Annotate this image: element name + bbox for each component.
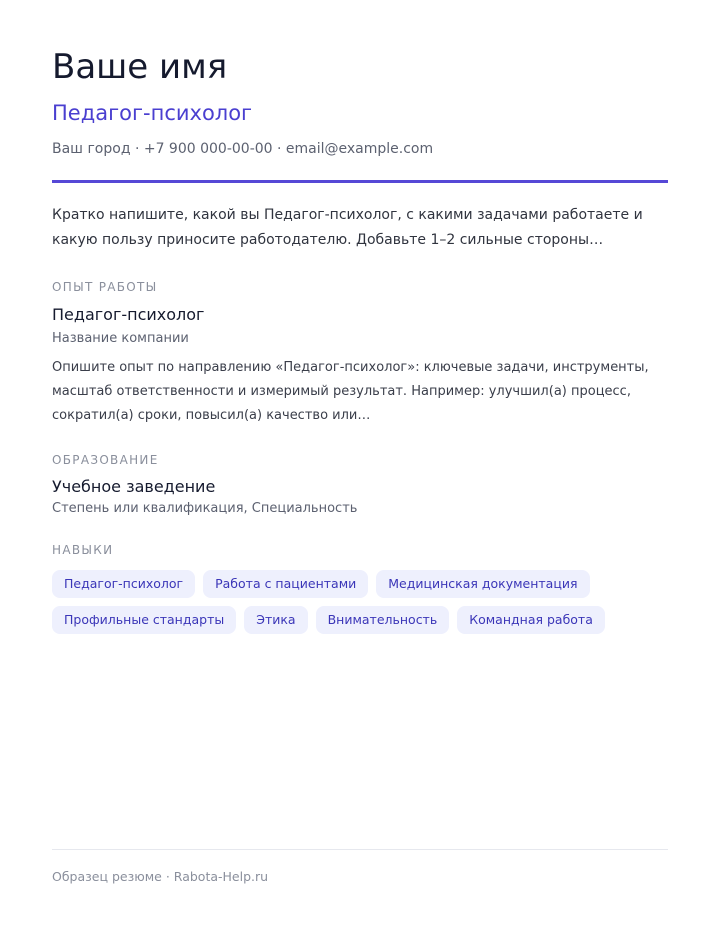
skills-row (52, 606, 668, 634)
skills-row (52, 570, 668, 598)
skill-chip: Этика (244, 606, 307, 634)
degree-text: Степень или квалификация, Специальность (52, 501, 358, 516)
footer-divider (52, 849, 668, 850)
summary-text: Кратко напишите, какой вы Педагог-психолог, с какими задачами работаете и какую пользу приносите работодателю. Добавьте 1–2 сильные стороны… (52, 207, 643, 248)
skill-chip: Работа с пациентами (203, 570, 368, 598)
institution-name: Учебное заведение (52, 477, 216, 496)
header-divider (52, 180, 668, 183)
company-name: Название компании (52, 331, 189, 346)
candidate-role: Педагог-психолог (52, 101, 253, 125)
section-title-education: ОБРАЗОВАНИЕ (52, 453, 159, 467)
skill-chip: Педагог-психолог (52, 570, 195, 598)
contact-line: Ваш город · +7 900 000-00-00 · email@example.com (52, 141, 434, 157)
skills-list (52, 570, 668, 642)
skill-chip: Профильные стандарты (52, 606, 236, 634)
skill-chip: Медицинская документация (376, 570, 589, 598)
skill-chip: Внимательность (316, 606, 450, 634)
section-title-experience: ОПЫТ РАБОТЫ (52, 280, 158, 294)
footer-text: Образец резюме · Rabota-Help.ru (52, 869, 269, 884)
candidate-name: Ваше имя (52, 47, 228, 87)
skill-chip: Командная работа (457, 606, 605, 634)
job-title: Педагог-психолог (52, 305, 205, 324)
job-description: Опишите опыт по направлению «Педагог-психолог»: ключевые задачи, инструменты, масштаб ответственности и измеримый результат. Например: улучшил(а) процесс, сократил(а) сроки, повысил(а) качество или… (52, 360, 649, 423)
section-title-skills: НАВЫКИ (52, 543, 114, 557)
